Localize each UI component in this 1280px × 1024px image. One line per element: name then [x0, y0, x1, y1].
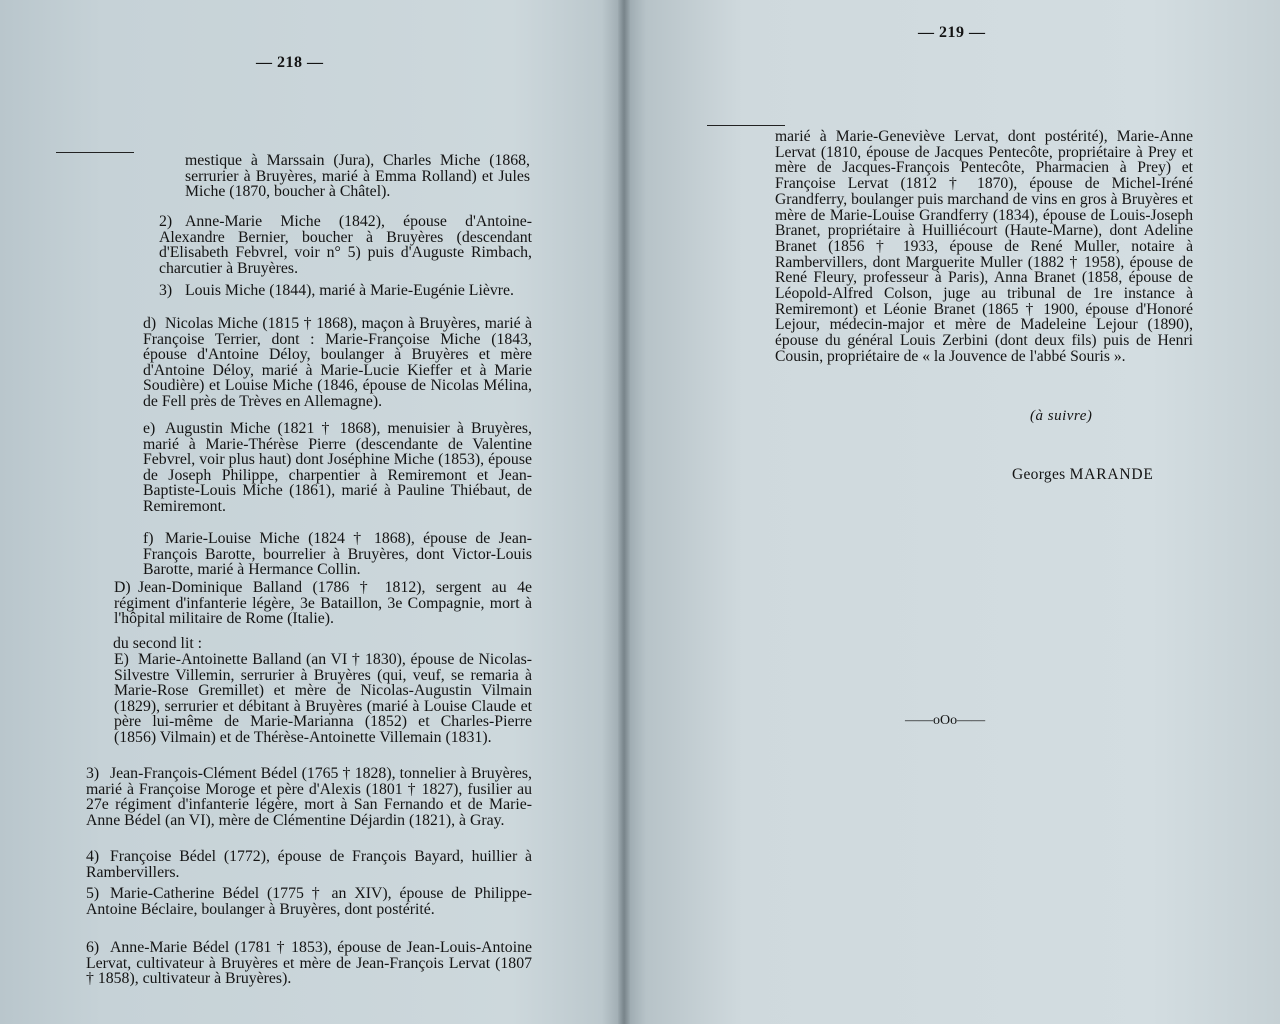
entry-label: 3) — [86, 765, 100, 782]
continuation-rule-right — [707, 125, 785, 126]
entry-text: Marie-Catherine Bédel (1775 † an XIV), épouse de Philippe-Antoine Béclaire, boulanger à Bruyères, dont postérité. — [86, 885, 532, 918]
entry-text: mestique à Marssain (Jura), Charles Miche (1868, serrurier à Bruyères, marié à Emma Rolland) et Jules Miche (1870, boucher à Châtel). — [185, 152, 530, 201]
author-signature — [1012, 466, 1154, 484]
author-first-name: Georges — [1012, 466, 1066, 483]
entry-text: Françoise Bédel (1772), épouse de François Bayard, huillier à Rambervillers. — [86, 848, 532, 881]
entry-11 — [86, 886, 532, 917]
entry-text: Louis Miche (1844), marié à Marie-Eugénie Lièvre. — [185, 282, 514, 299]
entry-text: Jean-Dominique Balland (1786 † 1812), sergent au 4e régiment d'infanterie légère, 3e Bataillon, 3e Compagnie, mort à l'hôpital militaire de Rome (Italie). — [114, 579, 532, 628]
entry-text: Marie-Louise Miche (1824 † 1868), épouse de Jean-François Barotte, bourrelier à Bruyères, dont Victor-Louis Barotte, marié à Hermance Collin. — [143, 530, 532, 579]
entry-10 — [86, 849, 532, 880]
entry-9 — [86, 766, 532, 828]
entry-text: du second lit : — [113, 635, 203, 652]
entry-7 — [113, 636, 313, 652]
entry-text: Nicolas Miche (1815 † 1868), maçon à Bruyères, marié à Françoise Terrier, dont : Marie-Françoise Miche (1843, épouse d'Antoine Déloy, boulanger à Bruyères et mère d'Antoine Déloy, marié à Marie-Lucie Kieffer et à Marie Soudière) et Louise Miche (1846, épouse de Nicolas Mélina, de Fell près de Trèves en Allemagne). — [143, 315, 532, 410]
entry-8 — [114, 652, 532, 746]
entry-5 — [143, 531, 532, 578]
entry-6 — [114, 580, 532, 627]
entry-text: Jean-François-Clément Bédel (1765 † 1828), tonnelier à Bruyères, marié à Françoise Moroge et père d'Alexis (1801 † 1827), fusilier au 27e régiment d'infanterie légère, mort à San Fernando et de Marie-Anne Bédel (an VI), mère de Clémentine Déjardin (1821), à Gray. — [86, 765, 532, 829]
entry-label: f) — [143, 530, 154, 547]
end-ornament: ——oOo—— — [905, 713, 986, 728]
entry-label: D) — [114, 579, 131, 596]
entry-text: Augustin Miche (1821 † 1868), menuisier à Bruyères, marié à Marie-Thérèse Pierre (descendante de Valentine Febvrel, voir plus haut) dont Joséphine Miche (1853), épouse de Joseph Philippe, charpentier à Remiremont et Jean-Baptiste-Louis Miche (1861), marié à Pauline Thiébaut, de Remiremont. — [143, 420, 532, 515]
paragraph-text: marié à Marie-Geneviève Lervat, dont postérité), Marie-Anne Lervat (1810, épouse de Jacques Pentecôte, propriétaire à Prey et mère de Jacques-François Pentecôte, Pharmacien à Prey) et Françoise Lervat (1812 † 1870), épouse de Michel-Iréné Grandferry, boulanger puis marchand de vins en gros à Bruyères et mère de Marie-Louise Grandferry (1834), épouse de Louis-Joseph Branet, propriétaire à Huilliécourt (Haute-Marne), dont Adeline Branet (1856 † 1933, épouse de René Muller, notaire à Rambervillers, dont Marguerite Muller (1882 † 1958), épouse de René Fleury, professeur à Paris), Anna Branet (1858, épouse de Léopold-Alfred Colson, juge au tribunal de 1re instance à Remiremont) et Léonie Branet (1865 † 1900, épouse d'Honoré Lejour, médecin-major et mère de Madeleine Lejour (1890), épouse du général Louis Zerbini (dont deux fils) puis de Henri Cousin, propriétaire de « la Jouvence de l'abbé Souris ». — [775, 128, 1193, 365]
entry-text: Anne-Marie Miche (1842), épouse d'Antoine-Alexandre Bernier, boucher à Bruyères (descendant d'Elisabeth Febvrel, voir n° 5) puis d'Auguste Rimbach, charcutier à Bruyères. — [159, 213, 532, 277]
page-number-left: — 218 — — [256, 54, 324, 71]
entry-label: 5) — [86, 885, 100, 902]
entry-1 — [159, 214, 532, 276]
entry-4 — [143, 421, 532, 515]
entry-label: e) — [143, 420, 156, 437]
to-be-continued: (à suivre) — [1030, 408, 1093, 424]
continuation-paragraph — [775, 129, 1193, 365]
entry-label: d) — [143, 315, 157, 332]
entry-text: Marie-Antoinette Balland (an VI † 1830), épouse de Nicolas-Silvestre Villemin, serrurier à Bruyères (qui, veuf, se remaria à Marie-Rose Gremillet) et mère de Nicolas-Augustin Vilmain (1829), serrurier et débitant à Bruyères (marié à Louise Claude et père lui-même de Marie-Marianna (1852) et Charles-Pierre (1856) Vilmain) et de Thérèse-Antoinette Villemain (1831). — [114, 651, 532, 746]
entry-12 — [86, 940, 532, 987]
entry-text: Anne-Marie Bédel (1781 † 1853), épouse de Jean-Louis-Antoine Lervat, cultivateur à Bruyères et mère de Jean-François Lervat (1807 † 1858), cultivateur à Bruyères). — [86, 939, 532, 988]
entry-label: 3) — [159, 282, 173, 299]
entry-label: 6) — [86, 939, 100, 956]
entry-0 — [185, 153, 530, 200]
entry-2 — [159, 283, 532, 299]
book-gutter — [618, 0, 630, 1024]
entry-label: 4) — [86, 848, 100, 865]
continuation-rule-left — [56, 152, 134, 153]
author-last-name: MARANDE — [1069, 466, 1154, 483]
page-number-right: — 219 — — [918, 24, 986, 41]
entry-label: 2) — [159, 213, 173, 230]
entry-label: E) — [114, 651, 129, 668]
entry-3 — [143, 316, 532, 410]
